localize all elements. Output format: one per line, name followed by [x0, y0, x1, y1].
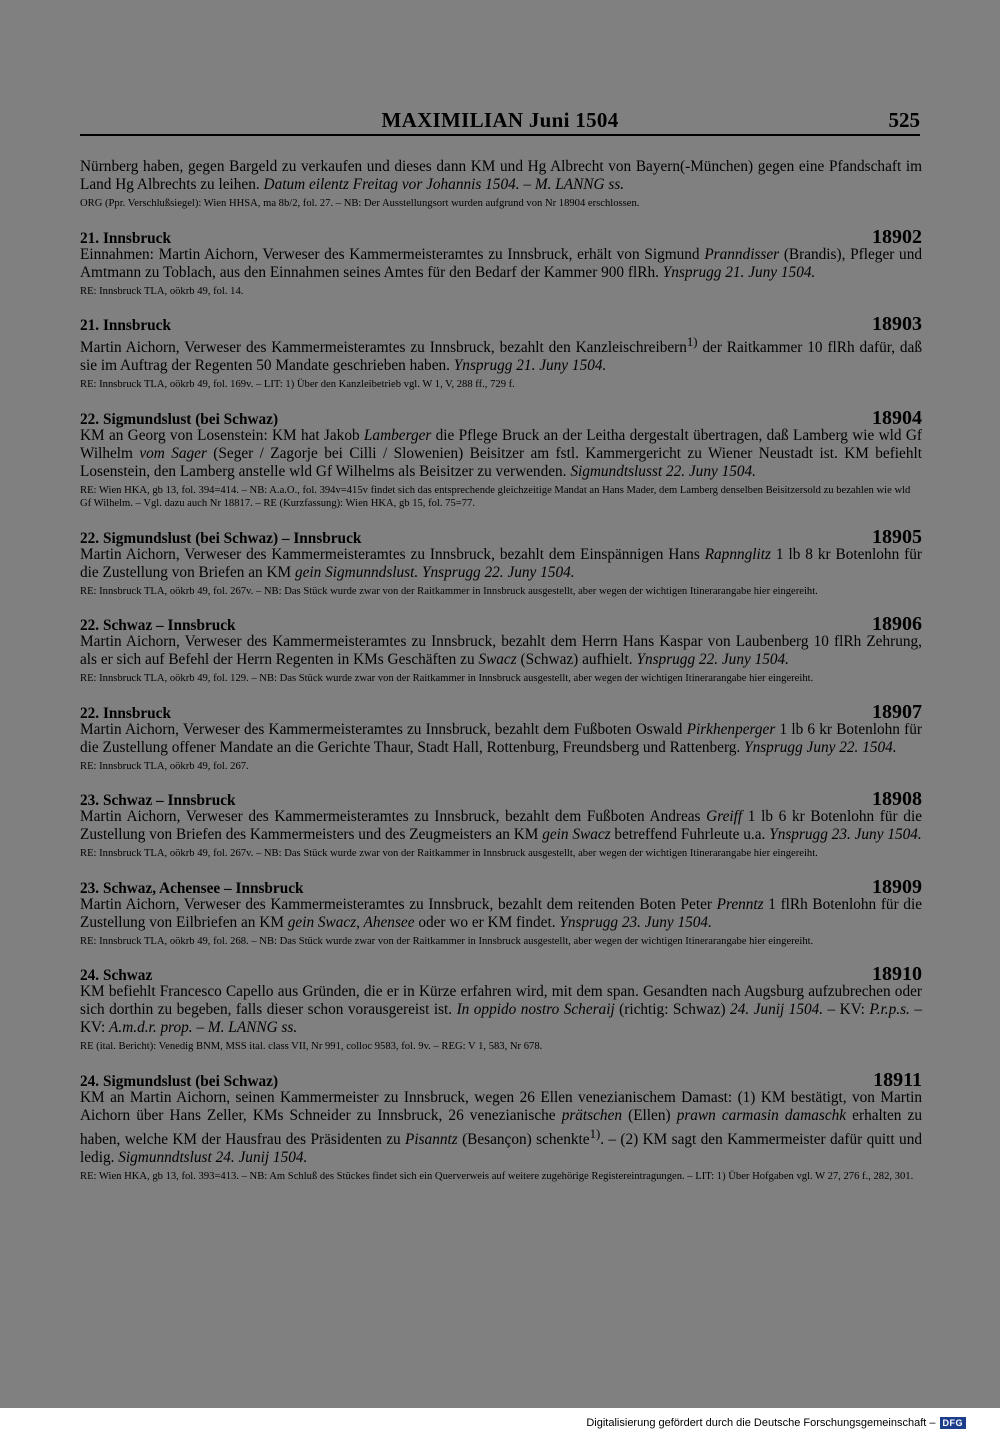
- regest-entry: [80, 701, 922, 774]
- entry-note: RE: Wien HKA, gb 13, fol. 394=414. – NB: A.a.O., fol. 394v=415v findet sich das entsprechende gleichzeitige Mandat an Hans Mader, dem Lamberg denselben Beisitzersold zu bezahlen wie wld Gf Wilhelm. – Vgl. dazu auch Nr 18817. – RE (Kurzfassung): Wien HKA, gb 15, fol. 75=77.: [80, 484, 911, 510]
- entry-place-date: 23. Schwaz, Achensee – Innsbruck: [80, 879, 304, 897]
- entry-number: 18909: [872, 875, 922, 898]
- entry-body: Martin Aichorn, Verweser des Kammermeisteramtes zu Innsbruck, bezahlt dem reitenden Boten Peter Prenntz 1 flRh Botenlohn für die Zustellung von Eilbriefen an KM gein Swacz, Ahensee oder wo er KM findet. Ynsprugg 23. Juny 1504.: [80, 895, 922, 931]
- entry-header: [80, 526, 922, 546]
- entry-place-date: 24. Sigmundslust (bei Schwaz): [80, 1072, 279, 1090]
- entry-place-date: 21. Innsbruck: [80, 317, 171, 334]
- entry-header: [80, 963, 922, 986]
- entry-note: RE: Innsbruck TLA, oökrb 49, fol. 14.: [80, 285, 244, 297]
- entry-body: KM an Martin Aichorn, seinen Kammermeister zu Innsbruck, wegen 26 Ellen venezianischem Damast: (1) KM bestätigt, von Martin Aichorn über Hans Zeller, KMs Schneider zu Innsbruck, 26 venezianische prätschen (Ellen) prawn carmasin damaschk erhalten zu haben, welche KM der Hausfrau des Präsidenten zu Pisanntz (Besançon) schenkte$^{1)}$. – (2) KM sagt den Kammermeister dafür quitt und ledig. Sigmunndtslust 24. Junij 1504.: [80, 1088, 922, 1166]
- regest-entry: [80, 788, 922, 861]
- entry-note: RE: Innsbruck TLA, oökrb 49, fol. 267.: [80, 760, 249, 772]
- entry-body: KM befiehlt Francesco Capello aus Gründen, die er in Kürze erfahren wird, mit dem span. Gesandten nach Augsburg aufzubrechen oder sich dorthin zu begeben, falls dieser schon vorausgereist ist. In oppido nostro Scheraij (richtig: Schwaz) 24. Junij 1504. – KV: P.r.p.s. – KV: A.m.d.r. prop. – M. LANNG ss.: [80, 983, 922, 1037]
- continued-entry: [80, 158, 922, 211]
- page-number: 525: [888, 108, 920, 132]
- entry-header: [80, 701, 922, 721]
- entry-header: [80, 1069, 922, 1089]
- entry-note: RE: Innsbruck TLA, oökrb 49, fol. 267v. – NB: Das Stück wurde zwar von der Raitkammer in Innsbruck ausgestellt, aber wegen der wichtigen Itinerarangabe hier eingereiht.: [80, 848, 818, 860]
- footer-credit: [586, 1417, 966, 1429]
- entry-body: Martin Aichorn, Verweser des Kammermeisteramtes zu Innsbruck, bezahlt dem Fußboten Andreas Greiff 1 lb 6 kr Botenlohn für die Zustellung von Briefen des Kammermeisters und des Zeugmeisters an KM gein Swacz betreffend Fuhrleute u.a. Ynsprugg 23. Juny 1504.: [80, 808, 922, 844]
- entry-note: RE: Innsbruck TLA, oökrb 49, fol. 267v. – NB: Das Stück wurde zwar von der Raitkammer in Innsbruck ausgestellt, aber wegen der wichtigen Itinerarangabe hier eingereiht.: [80, 585, 818, 597]
- entry-note: RE (ital. Bericht): Venedig BNM, MSS ital. class VII, Nr 991, colloc 9583, fol. 9v. – REG: V 1, 583, Nr 678.: [80, 1041, 543, 1053]
- entry-note: ORG (Ppr. Verschlußsiegel): Wien HHSA, ma 8b/2, fol. 27. – NB: Der Ausstellungsort wurden aufgrund von Nr 18904 erschlossen.: [80, 198, 640, 209]
- regest-entry: [80, 963, 922, 1054]
- entry-list: [80, 226, 922, 1184]
- footer-text: Digitalisierung gefördert durch die Deutsche Forschungsgemeinschaft –: [586, 1417, 936, 1429]
- entry-note: RE: Wien HKA, gb 13, fol. 393=413. – NB: Am Schluß des Stückes findet sich ein Querverweis auf weitere zugehörige Registereintragungen. – LIT: 1) Über Hofgaben vgl. W 27, 276 f., 282, 301.: [80, 1170, 914, 1182]
- entry-place-date: 22. Sigmundslust (bei Schwaz): [80, 410, 279, 428]
- entry-note: RE: Innsbruck TLA, oökrb 49, fol. 129. – NB: Das Stück wurde zwar von der Raitkammer in Innsbruck ausgestellt, aber wegen der wichtigen Itinerarangabe hier eingereiht.: [80, 673, 814, 685]
- regest-entry: [80, 1069, 922, 1184]
- entry-header: [80, 226, 922, 246]
- entry-note: RE: Innsbruck TLA, oökrb 49, fol. 169v. – LIT: 1) Über den Kanzleibetrieb vgl. W 1, V, 288 ff., 729 f.: [80, 379, 515, 391]
- page-content: [80, 158, 922, 1183]
- entry-body: Martin Aichorn, Verweser des Kammermeisteramtes zu Innsbruck, bezahlt den Kanzleischreibern$^{1)}$ der Raitkammer 10 flRh dafür, daß sie im Auftrag der Regenten 50 Mandate geschrieben haben. Ynsprugg 21. Juny 1504.: [80, 335, 922, 375]
- entry-number: 18907: [872, 700, 922, 723]
- entry-place-date: 21. Innsbruck: [80, 229, 171, 247]
- entry-body: Martin Aichorn, Verweser des Kammermeisteramtes zu Innsbruck, bezahlt dem Herrn Hans Kaspar von Laubenberg 10 flRh Zehrung, als er sich auf Befehl der Herrn Regenten in KMs Geschäften zu Swacz (Schwaz) aufhielt. Ynsprugg 22. Juny 1504.: [80, 633, 922, 669]
- entry-number: 18910: [872, 963, 922, 986]
- regest-entry: [80, 876, 922, 949]
- entry-place-date: 22. Innsbruck: [80, 704, 171, 722]
- entry-number: 18902: [872, 225, 922, 248]
- entry-header: [80, 613, 922, 636]
- entry-header: [80, 407, 922, 427]
- entry-number: 18911: [873, 1068, 922, 1091]
- entry-body: Einnahmen: Martin Aichorn, Verweser des Kammermeisteramtes zu Innsbruck, erhält von Sigmund Pranndisser (Brandis), Pfleger und Amtmann zu Toblach, aus den Einnahmen seines Amtes für den Bedarf der Kammer 900 flRh. Ynsprugg 21. Juny 1504.: [80, 245, 922, 281]
- entry-body: Martin Aichorn, Verweser des Kammermeisteramtes zu Innsbruck, bezahlt dem Fußboten Oswald Pirkhenperger 1 lb 6 kr Botenlohn für die Zustellung offener Mandate an die Gerichte Thaur, Stadt Hall, Rottenburg, Freundsberg und Rattenberg. Ynsprugg Juny 22. 1504.: [80, 720, 922, 756]
- entry-number: 18905: [872, 525, 922, 548]
- regest-entry: [80, 407, 922, 511]
- entry-number: 18908: [872, 788, 922, 811]
- entry-number: 18904: [872, 406, 922, 429]
- entry-header: [80, 876, 922, 896]
- entry-place-date: 23. Schwaz – Innsbruck: [80, 792, 236, 810]
- entry-place-date: 22. Sigmundslust (bei Schwaz) – Innsbruck: [80, 529, 362, 547]
- header-rule: [80, 134, 920, 136]
- entry-note: RE: Innsbruck TLA, oökrb 49, fol. 268. – NB: Das Stück wurde zwar von der Raitkammer in Innsbruck ausgestellt, aber wegen der wichtigen Itinerarangabe hier eingereiht.: [80, 935, 814, 947]
- entry-header: [80, 313, 922, 333]
- entry-number: 18906: [872, 613, 922, 636]
- entry-body: Martin Aichorn, Verweser des Kammermeisteramtes zu Innsbruck, bezahlt dem Einspännigen Hans Rapnnglitz 1 lb 8 kr Botenlohn für die Zustellung von Briefen an KM gein Sigmunndslust. Ynsprugg 22. Juny 1504.: [80, 545, 922, 581]
- regest-entry: [80, 613, 922, 686]
- regest-entry: [80, 313, 922, 392]
- entry-place-date: 22. Schwaz – Innsbruck: [80, 617, 236, 635]
- entry-body: KM an Georg von Losenstein: KM hat Jakob Lamberger die Pflege Bruck an der Leitha dergestalt übertragen, daß Lamberg wie wld Gf Wilhelm vom Sager (Seger / Zagorje bei Cilli / Slowenien) Beisitzer am fstl. Kammergericht zu Wiener Neustadt ist. KM befiehlt Losenstein, den Lamberg anstelle wld Gf Wilhelms als Beisitzer zu verwenden. Sigmundtslusst 22. Juny 1504.: [80, 426, 923, 480]
- regest-entry: [80, 526, 922, 599]
- dfg-logo: DFG: [940, 1417, 967, 1429]
- entry-number: 18903: [872, 313, 922, 335]
- running-title: MAXIMILIAN Juni 1504: [381, 108, 619, 132]
- entry-place-date: 24. Schwaz: [80, 967, 153, 985]
- entry-header: [80, 788, 922, 811]
- regest-entry: [80, 226, 922, 299]
- entry-body: Nürnberg haben, gegen Bargeld zu verkaufen und dieses dann KM und Hg Albrecht von Bayern(-München) gegen eine Pfandschaft im Land Hg Albrechts zu leihen. Datum eilentz Freitag vor Johannis 1504. – M. LANNG ss.: [80, 158, 922, 193]
